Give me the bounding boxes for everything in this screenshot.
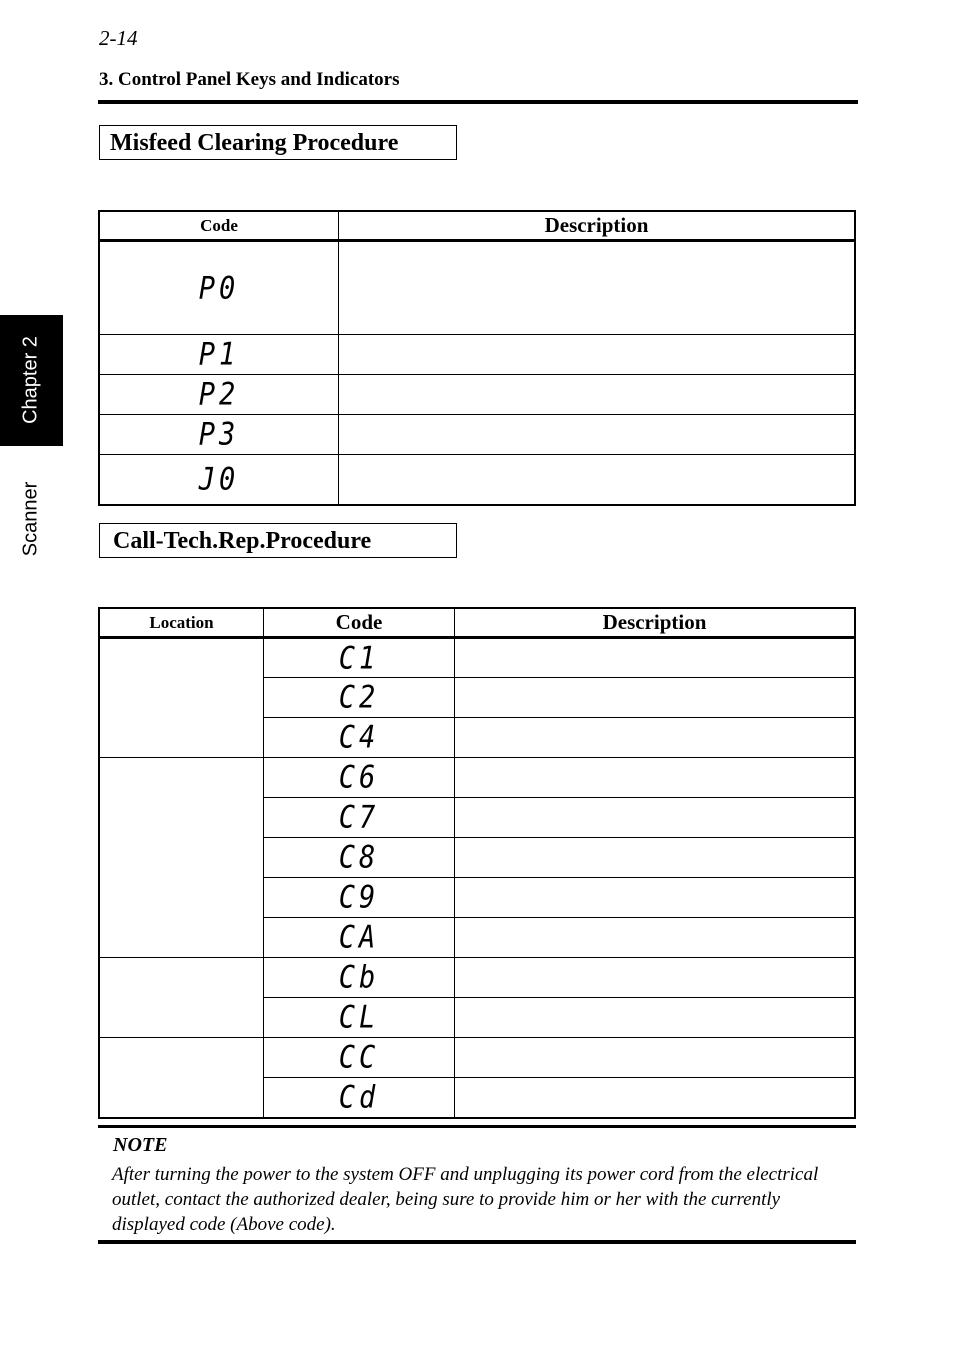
calltech-code-table bbox=[98, 607, 856, 1119]
description-cell bbox=[455, 918, 856, 958]
description-cell bbox=[455, 718, 856, 758]
description-cell bbox=[455, 998, 856, 1038]
misfeed-section-title: Misfeed Clearing Procedure bbox=[99, 125, 457, 160]
code-cell: C8 bbox=[338, 839, 380, 876]
section-side-label: Scanner bbox=[19, 481, 42, 557]
description-cell bbox=[455, 678, 856, 718]
location-cell bbox=[99, 1038, 264, 1118]
column-header-code: Code bbox=[99, 211, 339, 241]
table-row bbox=[99, 638, 855, 678]
page-number: 2-14 bbox=[99, 26, 138, 50]
note-top-rule bbox=[98, 1125, 856, 1128]
table-row bbox=[99, 335, 855, 375]
column-header-code: Code bbox=[264, 608, 455, 638]
description-cell bbox=[455, 638, 856, 678]
description-cell bbox=[455, 878, 856, 918]
description-cell bbox=[455, 958, 856, 998]
code-cell: P1 bbox=[198, 336, 240, 373]
description-cell bbox=[455, 1078, 856, 1118]
location-cell bbox=[99, 638, 264, 758]
column-header-location: Location bbox=[99, 608, 264, 638]
code-cell: CC bbox=[338, 1039, 380, 1076]
description-cell bbox=[339, 375, 856, 415]
description-cell bbox=[455, 838, 856, 878]
table-row bbox=[99, 1038, 855, 1078]
note-bottom-rule bbox=[98, 1240, 856, 1244]
code-cell: P0 bbox=[198, 270, 240, 306]
table-row bbox=[99, 415, 855, 455]
description-cell bbox=[339, 455, 856, 505]
code-cell: P3 bbox=[198, 416, 240, 453]
column-header-description: Description bbox=[339, 211, 856, 241]
description-cell bbox=[455, 798, 856, 838]
code-cell: J0 bbox=[198, 461, 240, 498]
chapter-label: Chapter 2 bbox=[19, 336, 42, 424]
location-cell bbox=[99, 958, 264, 1038]
code-cell: C9 bbox=[338, 879, 380, 916]
header-rule bbox=[98, 100, 858, 104]
description-cell bbox=[339, 335, 856, 375]
column-header-description: Description bbox=[455, 608, 856, 638]
location-cell bbox=[99, 758, 264, 958]
code-cell: C4 bbox=[338, 719, 380, 756]
code-cell: P2 bbox=[198, 376, 240, 413]
note-heading: NOTE bbox=[113, 1134, 168, 1156]
misfeed-code-table bbox=[98, 210, 856, 506]
table-row bbox=[99, 958, 855, 998]
code-cell: Cd bbox=[338, 1079, 380, 1116]
code-cell: C2 bbox=[338, 679, 380, 716]
table-row bbox=[99, 758, 855, 798]
code-cell: C7 bbox=[338, 799, 380, 836]
description-cell bbox=[339, 415, 856, 455]
description-cell bbox=[339, 241, 856, 335]
code-cell: CA bbox=[338, 919, 380, 956]
code-cell: C6 bbox=[338, 759, 380, 796]
code-cell: Cb bbox=[338, 959, 380, 996]
note-body: After turning the power to the system OFF and unplugging its power cord from the electrical outlet, contact the authorized dealer, being sure to provide him or her with the currently displayed code (Above code). bbox=[112, 1164, 819, 1235]
table-row bbox=[99, 455, 855, 505]
table-row bbox=[99, 375, 855, 415]
calltech-section-title: Call-Tech.Rep.Procedure bbox=[99, 523, 457, 558]
description-cell bbox=[455, 758, 856, 798]
description-cell bbox=[455, 1038, 856, 1078]
table-row bbox=[99, 241, 855, 335]
code-cell: C1 bbox=[338, 640, 380, 676]
code-cell: CL bbox=[338, 999, 380, 1036]
section-header: 3. Control Panel Keys and Indicators bbox=[99, 69, 400, 90]
